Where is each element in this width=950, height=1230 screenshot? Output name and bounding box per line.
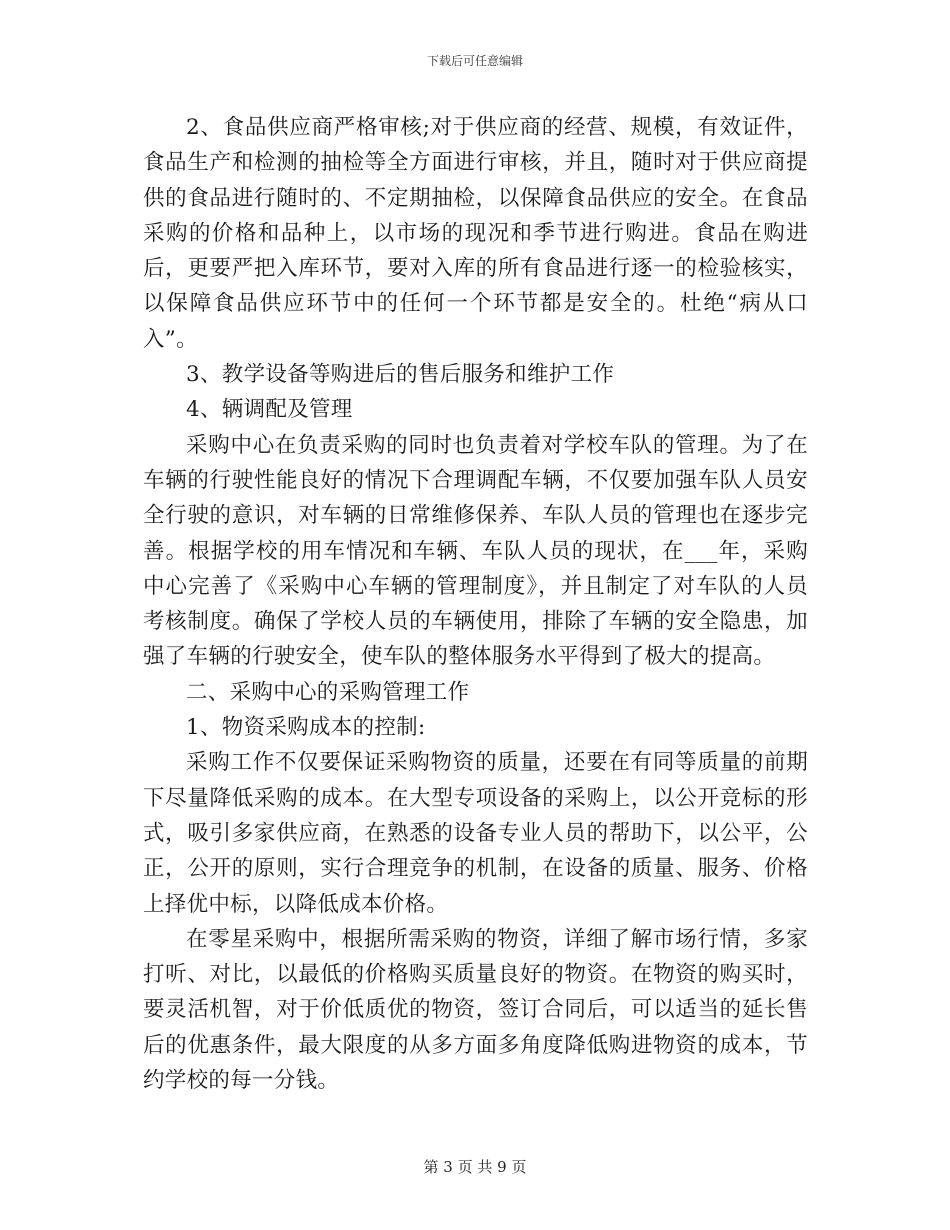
paragraph-cost-control-heading: 1、物资采购成本的控制: <box>186 715 426 741</box>
paragraph-after-sales-service: 3、教学设备等购进后的售后服务和维护工作 <box>186 362 615 388</box>
paragraph-vehicle-heading: 4、辆调配及管理 <box>186 397 353 423</box>
page-header-note: 下载后可任意编辑 <box>426 54 523 68</box>
section-heading-procurement-management: 二、采购中心的采购管理工作 <box>186 679 470 705</box>
paragraph-supplier-review: 2、食品供应商严格审核;对于供应商的经营、规模，有效证件，食品生产和检测的抽检等全方面进行审核，并且，随时对于供应商提供的食品进行随时的、不定期抽检，以保障食品供应的安全。在食品采购的价格和品种上，以市场的现况和季节进行购进。食品在购进后，更要严把入库环节，要对入库的所有食品进行逐一的检验核实，以保障食品供应环节中的任何一个环节都是安全的。杜绝“病从口入”。 <box>143 115 808 352</box>
paragraph-vehicle-management: 采购中心在负责采购的同时也负责着对学校车队的管理。为了在车辆的行驶性能良好的情况下合理调配车辆，不仅要加强车队人员安全行驶的意识，对车辆的日常维修保养、车队人员的管理也在逐步完善。根据学校的用车情况和车辆、车队人员的现状，在___年，采购中心完善了《采购中心车辆的管理制度》，并且制定了对车队的人员考核制度。确保了学校人员的车辆使用，排除了车辆的安全隐患，加强了车辆的行驶安全，使车队的整体服务水平得到了极大的提高。 <box>143 432 808 670</box>
page-number-footer: 第 3 页 共 9 页 <box>423 1158 527 1176</box>
paragraph-large-equipment-procurement: 采购工作不仅要保证采购物资的质量，还要在有同等质量的前期下尽量降低采购的成本。在大型专项设备的采购上，以公开竞标的形式，吸引多家供应商，在熟悉的设备专业人员的帮助下，以公平，公正，公开的原则，实行合理竞争的机制，在设备的质量、服务、价格上择优中标，以降低成本价格。 <box>143 750 808 917</box>
paragraph-small-procurement: 在零星采购中，根据所需采购的物资，详细了解市场行情，多家打听、对比，以最低的价格购买质量良好的物资。在物资的购买时，要灵活机智，对于价低质优的物资，签订合同后，可以适当的延长售后的优惠条件，最大限度的从多方面多角度降低购进物资的成本，节约学校的每一分钱。 <box>143 926 808 1094</box>
document-body <box>143 110 808 1098</box>
